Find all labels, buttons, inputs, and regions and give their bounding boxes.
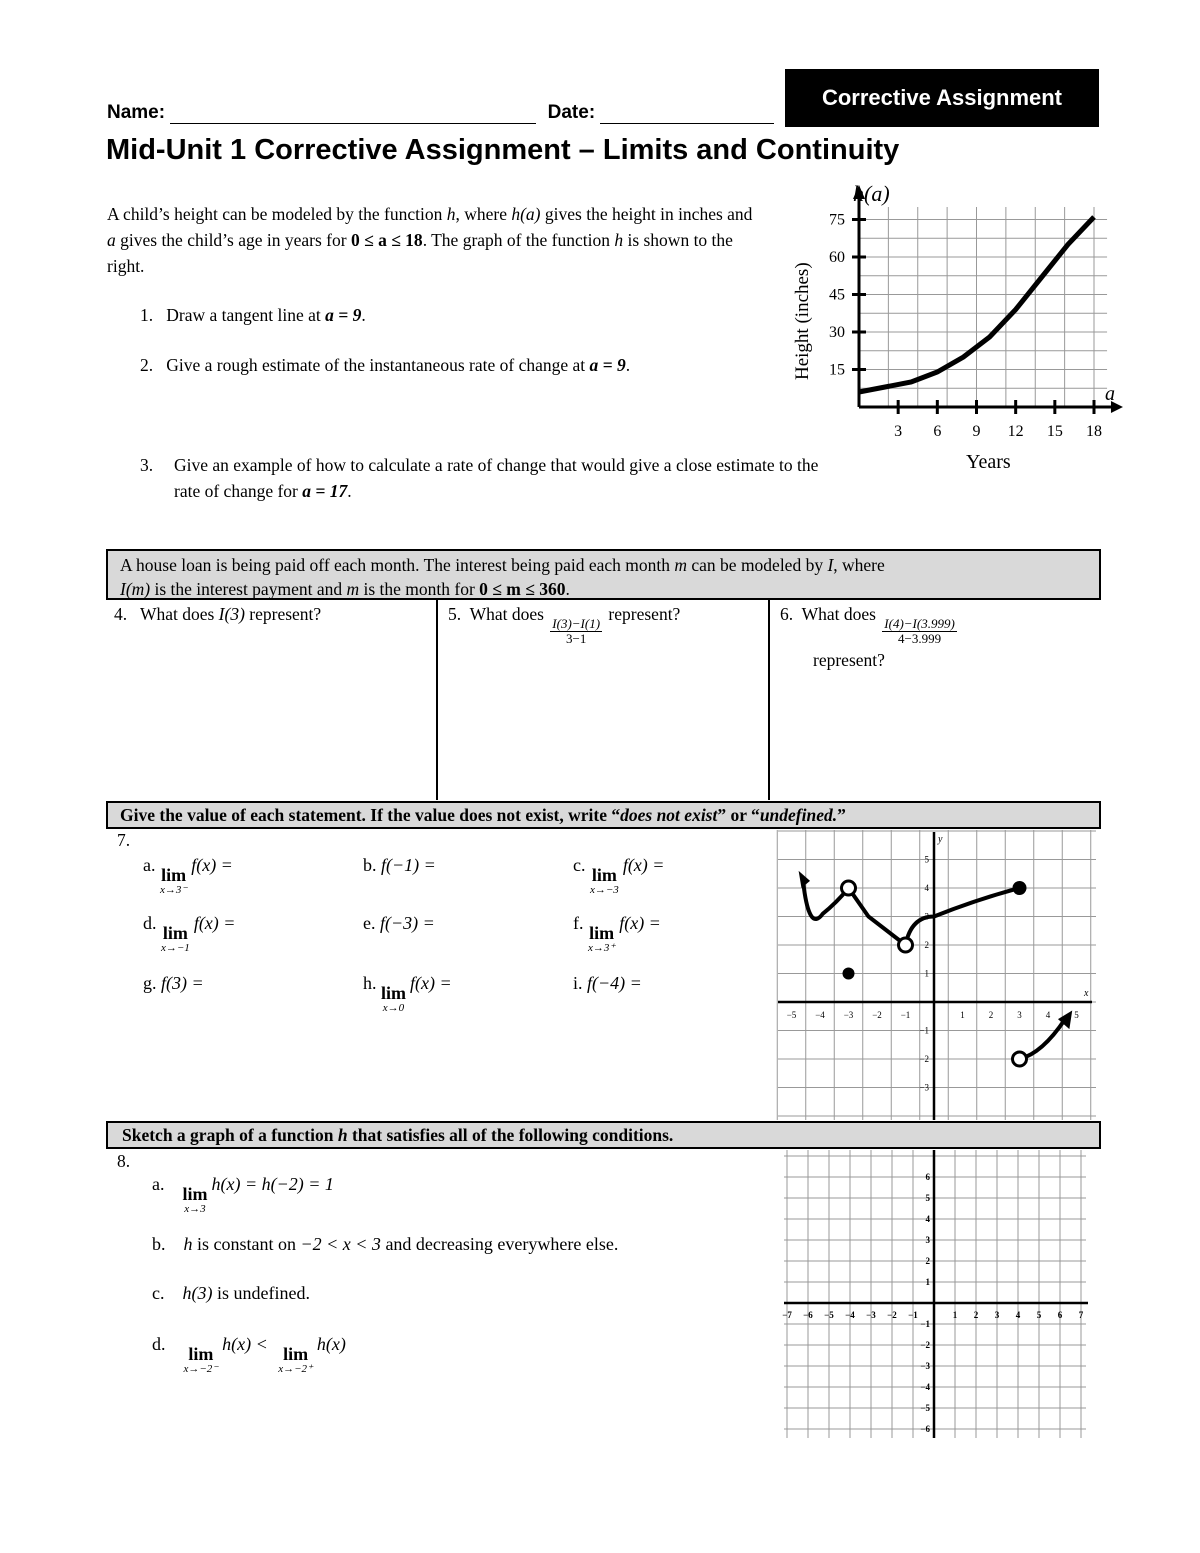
x-axis-name: a — [1105, 383, 1115, 405]
q7-limit — [590, 866, 619, 896]
question-6: 6. What does $\frac{I(4)-I(3.999)}{4-3.999}$ represent? — [780, 604, 959, 671]
q7-limit-sub: x→0 — [382, 1002, 405, 1014]
sketch-grid-axes — [784, 1150, 1088, 1438]
x-tick-label: 1 — [952, 1310, 958, 1320]
q6-represent: represent? — [813, 650, 885, 670]
question-8-number: 8. — [117, 1151, 131, 1171]
fx-axes — [778, 832, 1092, 1120]
q7-expression: f(x) = — [191, 855, 233, 875]
x-tick-label: 4 — [1015, 1310, 1021, 1320]
open-point — [1013, 1052, 1027, 1066]
chart-title: h(a) — [853, 181, 890, 206]
y-tick-label: −5 — [920, 1403, 930, 1413]
divider-5-6 — [768, 600, 770, 800]
q7-limit — [588, 924, 615, 954]
x-axis-letter: x — [1084, 988, 1089, 999]
x-tick-label: 18 — [1086, 423, 1102, 440]
q7-limit-sub: x→−1 — [161, 942, 190, 954]
q7-item-label: g. — [143, 973, 161, 993]
y-tick-label: 5 — [924, 854, 929, 865]
curve-left-arrow — [799, 871, 810, 888]
q7-limit-sub: x→−3 — [590, 884, 619, 896]
x-tick-label: 5 — [1036, 1310, 1042, 1320]
question-5: 5. What does $\frac{I(3)-I(1)}{3-1}$ represent? — [448, 604, 681, 646]
q7-item — [573, 855, 664, 896]
q7-expression: f(x) = — [622, 855, 665, 875]
x-tick-label: 2 — [988, 1010, 994, 1020]
q7-item-label: e. — [363, 913, 380, 933]
x-tick-label: −3 — [866, 1310, 876, 1320]
height-chart-grid — [859, 207, 1107, 407]
y-tick-label: −1 — [919, 1025, 929, 1036]
x-tick-label: 9 — [972, 423, 981, 440]
q6-fraction: $\frac{I(4)-I(3.999)}{4-3.999}$ — [884, 616, 955, 646]
y-tick-label: 3 — [924, 911, 929, 922]
x-tick-label: −4 — [845, 1310, 855, 1320]
y-tick-label: −2 — [919, 1054, 929, 1064]
fx-graph — [778, 830, 1096, 1120]
name-label: Name: — [107, 102, 166, 123]
x-tick-label: −2 — [887, 1310, 897, 1320]
date-field[interactable] — [600, 101, 774, 124]
y-tick-label: −3 — [920, 1361, 930, 1371]
q7-item — [143, 855, 233, 896]
fx-curves — [799, 871, 1073, 1066]
y-tick-label: 4 — [925, 1214, 930, 1224]
y-tick-label: 6 — [925, 1172, 930, 1182]
height-intro: A child’s height can be modeled by the function h, where h(a) gives the height in inches and a gives the child’s age in years for 0 ≤ a ≤ 18. The graph of the function h is shown to the right. — [107, 204, 753, 276]
x-tick-label: 1 — [960, 1010, 965, 1020]
condition-b: b. h is constant on −2 < x < 3 and decreasing everywhere else. — [152, 1234, 619, 1254]
q7-limit-word: lim — [381, 983, 406, 1003]
q7-expression: f(−4) = — [587, 973, 642, 993]
question-4: 4. What does I(3) represent? — [114, 604, 322, 624]
y-tick-label: 30 — [829, 324, 845, 341]
question-3: 3. Give an example of how to calculate a rate of change that would give a close estimate to the rate of change for a = 17. — [140, 455, 819, 501]
q7-limit — [160, 866, 187, 896]
q7-item-label: c. — [573, 855, 590, 875]
y-tick-label: 1 — [925, 1277, 930, 1287]
question-7-number: 7. — [117, 830, 131, 850]
q7-limit-sub: x→3⁺ — [588, 942, 616, 954]
open-point — [899, 938, 913, 952]
loan-header-box: A house loan is being paid off each month. The interest being paid each month m can be modeled by I, where I(m) is the interest payment and m is the month for 0 ≤ m ≤ 360. — [106, 549, 1101, 600]
y-tick-label: −3 — [919, 1082, 929, 1093]
y-axis-letter: y — [938, 834, 943, 845]
y-tick-label: −2 — [920, 1340, 930, 1350]
q7-expression: f(3) = — [161, 973, 204, 993]
x-tick-label: 7 — [1078, 1310, 1084, 1320]
y-tick-label: 1 — [924, 968, 929, 979]
q7-item — [363, 973, 452, 1014]
name-date-line — [107, 101, 774, 124]
y-tick-label: 45 — [829, 286, 845, 304]
closed-point — [843, 968, 855, 980]
q7-limit — [381, 984, 406, 1014]
q7-limit-sub: x→3⁻ — [160, 884, 188, 896]
q7-expression: f(−1) = — [381, 855, 436, 875]
x-tick-label: 5 — [1074, 1010, 1079, 1020]
page-title: Mid-Unit 1 Corrective Assignment – Limits and Continuity — [106, 134, 900, 166]
x-tick-label: −1 — [908, 1310, 918, 1320]
q7-item-label: a. — [143, 855, 160, 875]
y-axis-label: Height (inches) — [792, 262, 813, 380]
fx-grid — [777, 830, 1096, 1120]
q7-expression: f(x) = — [193, 913, 236, 933]
condition-d: d. lim x→−2⁻ h(x) < lim x→−2⁺ h(x) — [152, 1334, 346, 1375]
q7-item — [573, 973, 642, 994]
x-tick-label: −7 — [782, 1310, 792, 1320]
condition-c: c. h(3) is undefined. — [152, 1283, 310, 1303]
q7-limit-word: lim — [591, 865, 617, 885]
sketch-grid[interactable] — [784, 1150, 1094, 1440]
q7-item — [363, 855, 436, 876]
y-tick-label: 2 — [925, 1256, 930, 1266]
q7-expression: f(−3) = — [380, 913, 435, 933]
q7-item — [143, 973, 204, 994]
x-tick-label: −6 — [803, 1310, 813, 1320]
y-tick-label: 15 — [829, 361, 845, 379]
x-tick-label: 2 — [973, 1310, 979, 1320]
question-1: 1. Draw a tangent line at a = 9. — [140, 305, 366, 325]
question-2: 2. Give a rough estimate of the instantaneous rate of change at a = 9. — [140, 355, 631, 375]
y-tick-label: 3 — [925, 1235, 930, 1245]
x-tick-label: 3 — [994, 1310, 1000, 1320]
x-tick-label: −1 — [900, 1010, 911, 1020]
name-field[interactable] — [170, 101, 536, 124]
x-tick-label: −5 — [786, 1010, 797, 1020]
q7-limit — [161, 924, 190, 954]
curve-lower — [1020, 1019, 1066, 1059]
y-tick-label: −1 — [920, 1319, 930, 1329]
q7-limit-word: lim — [589, 923, 615, 943]
y-tick-label: −6 — [920, 1424, 930, 1434]
closed-point — [1013, 881, 1027, 895]
q7-expression: f(x) = — [410, 973, 452, 993]
x-tick-label: 15 — [1046, 423, 1063, 440]
q7-item — [143, 913, 235, 954]
x-tick-label: 3 — [894, 423, 903, 440]
divider-4-5 — [436, 600, 438, 800]
q7-item-label: i. — [573, 973, 588, 993]
q7-limit-word: lim — [162, 923, 188, 943]
x-tick-label: 12 — [1007, 423, 1024, 440]
y-tick-label: 5 — [925, 1193, 930, 1203]
values-header-box: Give the value of each statement. If the value does not exist, write “does not exist” or “undefined.” — [106, 801, 1101, 829]
y-tick-label: 60 — [829, 249, 845, 266]
open-point — [842, 881, 856, 895]
q7-item — [573, 913, 661, 954]
x-tick-label: 6 — [933, 423, 942, 440]
q7-item-label: f. — [573, 913, 588, 933]
condition-a: a. lim x→3 h(x) = h(−2) = 1 — [152, 1174, 334, 1215]
q7-limit-word: lim — [161, 865, 187, 885]
y-tick-label: 2 — [924, 940, 929, 950]
x-tick-label: −2 — [872, 1010, 882, 1020]
x-tick-label: 3 — [1017, 1010, 1022, 1020]
q5-fraction: $\frac{I(3)-I(1)}{3-1}$ — [552, 616, 601, 646]
x-tick-label: −5 — [824, 1310, 834, 1320]
q7-item — [363, 913, 435, 934]
q7-item-label: h. — [363, 973, 381, 993]
x-tick-label: 4 — [1045, 1010, 1051, 1020]
y-tick-label: −4 — [920, 1382, 930, 1392]
q7-item-label: b. — [363, 855, 381, 875]
y-tick-label: 75 — [829, 211, 845, 229]
sketch-header-box: Sketch a graph of a function h that satisfies all of the following conditions. — [106, 1121, 1101, 1149]
date-label: Date: — [547, 102, 596, 123]
q7-expression: f(x) = — [619, 913, 661, 933]
x-tick-label: 6 — [1057, 1310, 1063, 1320]
x-tick-label: −4 — [815, 1010, 825, 1020]
corrective-assignment-badge: Corrective Assignment — [785, 69, 1099, 127]
x-axis-label: Years — [966, 451, 1011, 473]
q7-item-label: d. — [143, 913, 161, 933]
y-tick-label: 4 — [924, 883, 929, 893]
height-chart — [780, 175, 1125, 480]
x-tick-label: −3 — [843, 1010, 854, 1020]
